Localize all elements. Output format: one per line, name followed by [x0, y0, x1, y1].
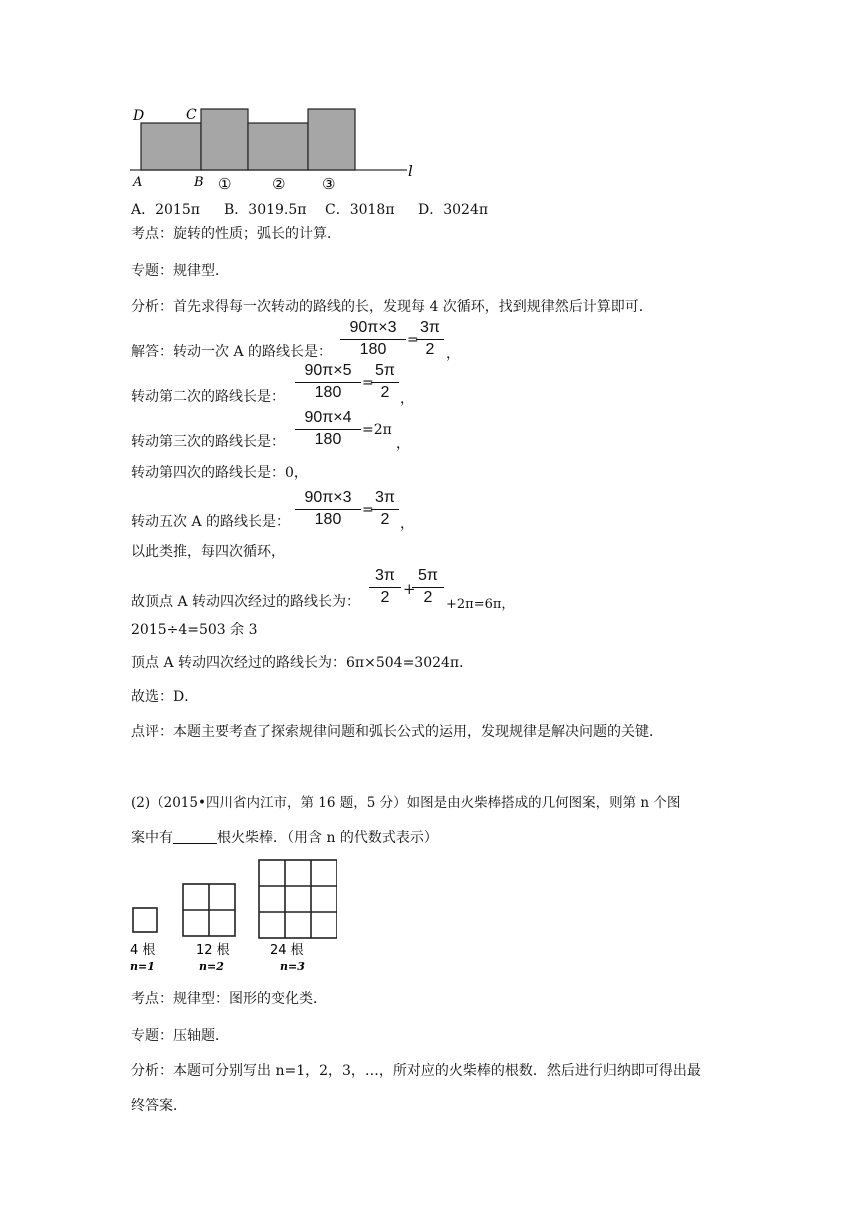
step2-result-fraction: 5π 2: [371, 362, 399, 404]
n-label-3: n=3: [280, 960, 305, 973]
step3-prefix: 转动第三次的路线长是：: [131, 434, 285, 450]
label-circle-2: ②: [272, 175, 286, 193]
label-circle-3: ③: [322, 175, 336, 193]
rect-position-1: [201, 109, 248, 170]
step2-prefix: 转动第二次的路线长是：: [131, 389, 285, 405]
q2-kaodian: 考点：规律型：图形的变化类．: [131, 991, 327, 1007]
option-b: B．3019.5π: [224, 202, 307, 218]
q1-kaodian: 考点：旋转的性质；弧长的计算．: [131, 226, 341, 242]
label-c: C: [186, 107, 197, 123]
step1-result-fraction: 3π 2: [416, 319, 444, 361]
step2-fraction: 90π×5 180: [295, 362, 361, 404]
rect-position-3: [308, 109, 355, 170]
step5-prefix: 转动五次 A 的路线长是：: [131, 514, 291, 530]
label-l: l: [408, 162, 413, 180]
rect-position-2: [248, 123, 308, 170]
step5-result-fraction: 3π 2: [371, 489, 399, 531]
step1-prefix: 解答：转动一次 A 的路线长是：: [131, 344, 333, 360]
step5-fraction: 90π×3 180: [295, 489, 361, 531]
q2-fenxi-line2: 终答案．: [131, 1098, 187, 1114]
q2-stem-line2: 案中有 根火柴棒．（用含 n 的代数式表示）: [131, 830, 438, 846]
comment-line: 点评：本题主要考查了探索规律问题和弧长公式的运用，发现规律是解决问题的关键．: [131, 724, 663, 740]
grid-n2: [183, 884, 235, 936]
q2-stem-line1: (2)（2015•四川省内江市，第 16 题，5 分）如图是由火柴棒搭成的几何图案，则第 n 个图: [131, 795, 681, 811]
grid-n1: [133, 908, 157, 932]
count-n3: 24 根: [270, 943, 304, 958]
n-label-1: n=1: [130, 960, 155, 973]
step4: 转动第四次的路线长是：0，: [131, 465, 308, 481]
option-c: C．3018π: [325, 202, 395, 218]
n-label-2: n=2: [199, 960, 224, 973]
q1-zhuanti: 专题：规律型．: [131, 263, 229, 279]
label-d: D: [133, 108, 145, 124]
answer-blank: [173, 829, 217, 844]
cycle-note: 以此类推，每四次循环，: [131, 544, 285, 560]
rect-abcd: [141, 123, 201, 170]
step3-fraction: 90π×4 180: [295, 409, 361, 451]
step1-fraction: 90π×3 180: [340, 319, 406, 361]
q2-fenxi-line1: 分析：本题可分别写出 n=1，2，3，…，所对应的火柴棒的根数．然后进行归纳即可得出最: [131, 1063, 701, 1079]
answer-line: 故选：D．: [131, 689, 199, 705]
matchstick-grid-figure: [127, 856, 337, 976]
option-a: A．2015π: [131, 202, 200, 218]
sum-prefix: 故顶点 A 转动四次经过的路线长为：: [131, 594, 361, 610]
sum-fraction-1: 3π 2: [369, 567, 401, 609]
sum-fraction-2: 5π 2: [412, 567, 444, 609]
count-n2: 12 根: [196, 943, 230, 958]
label-a: A: [133, 175, 143, 190]
q1-fenxi: 分析：首先求得每一次转动的路线的长，发现每 4 次循环，找到规律然后计算即可．: [131, 299, 653, 315]
grid-n3: [259, 860, 337, 938]
label-b: B: [194, 175, 204, 190]
division-line: 2015÷4=503 余 3: [131, 622, 258, 638]
count-n1: 4 根: [130, 943, 156, 958]
q2-zhuanti: 专题：压轴题．: [131, 1028, 229, 1044]
label-circle-1: ①: [218, 175, 232, 193]
total-line: 顶点 A 转动四次经过的路线长为：6π×504=3024π．: [131, 655, 474, 671]
rectangles-rotation-figure: [125, 100, 425, 195]
option-d: D．3024π: [418, 202, 489, 218]
